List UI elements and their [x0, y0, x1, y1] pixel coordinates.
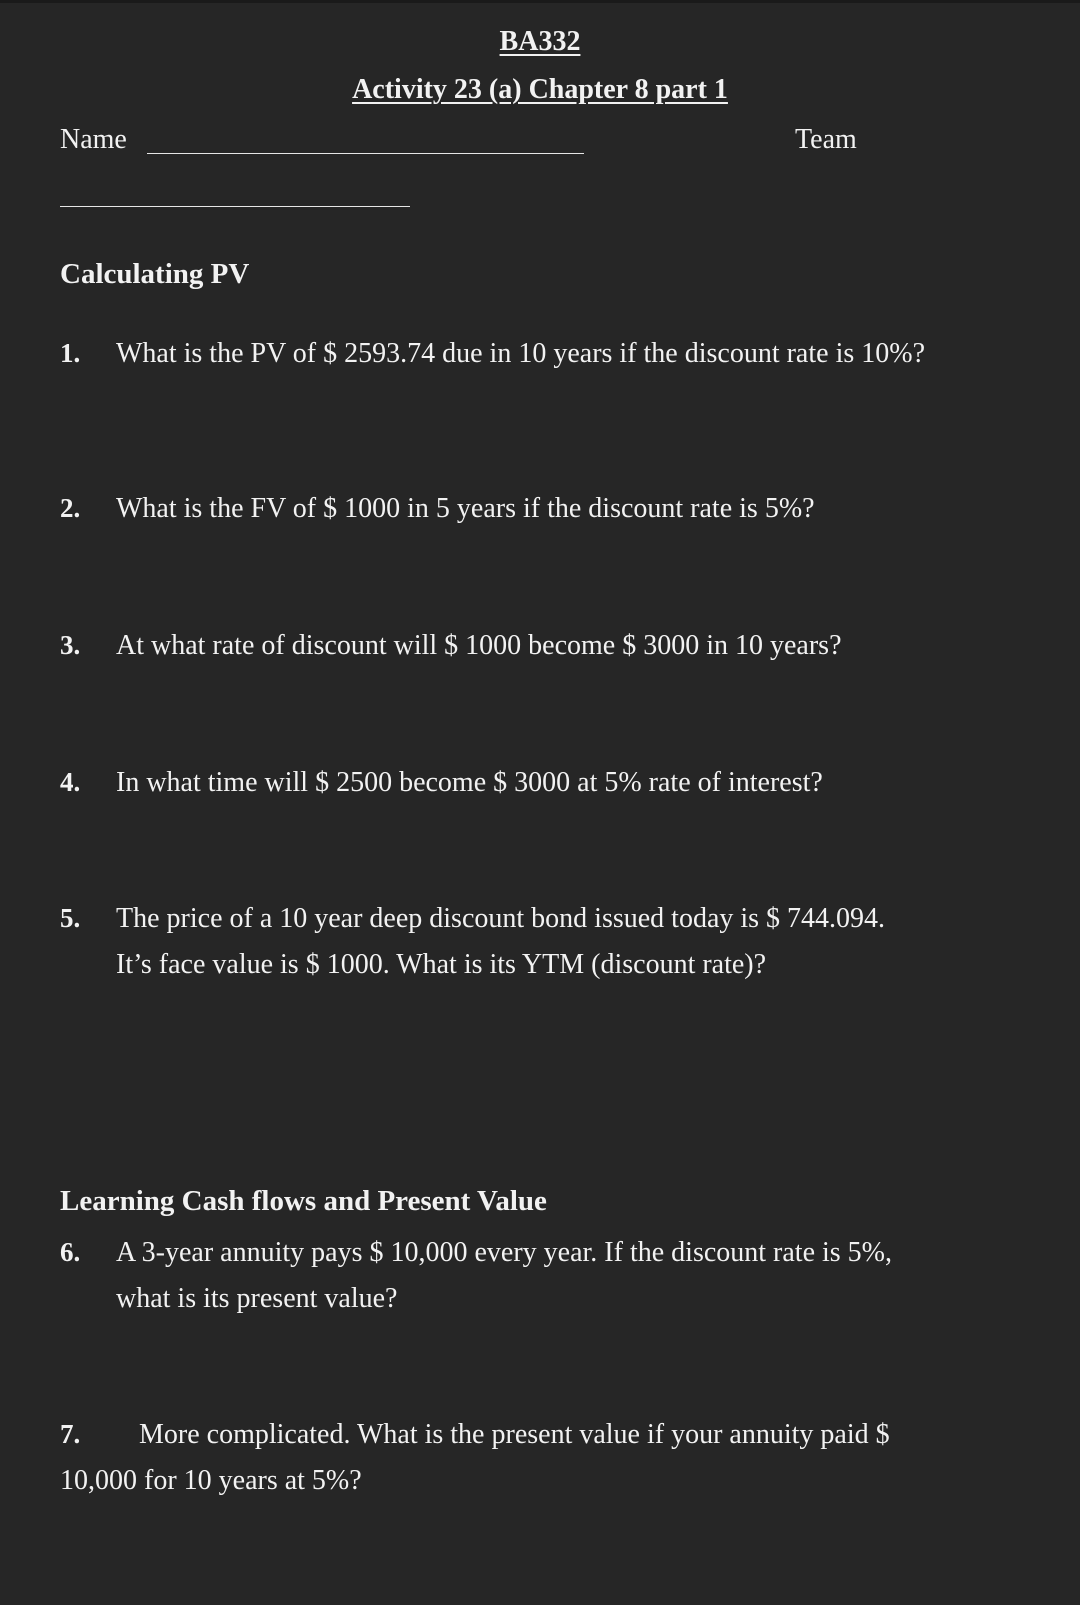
section-title-calculating-pv: Calculating PV: [60, 258, 250, 290]
question-6-line-1: A 3-year annuity pays $ 10,000 every year. If the discount rate is 5%,: [116, 1237, 893, 1268]
question-6-number: 6.: [60, 1237, 81, 1267]
course-code: BA332: [499, 26, 581, 57]
team-blank-line: [60, 206, 410, 207]
question-1-text: What is the PV of $ 2593.74 due in 10 years if the discount rate is 10%?: [116, 338, 925, 369]
question-7-line-2: 10,000 for 10 years at 5%?: [60, 1465, 362, 1496]
question-7-number: 7.: [60, 1419, 81, 1449]
question-2-number: 2.: [60, 493, 81, 523]
question-3-number: 3.: [60, 630, 81, 660]
name-label: Name: [60, 124, 127, 155]
activity-title: Activity 23 (a) Chapter 8 part 1: [352, 74, 728, 105]
question-5-line-1: The price of a 10 year deep discount bond issued today is $ 744.094.: [116, 903, 886, 934]
question-1-number: 1.: [60, 338, 81, 368]
question-4-text: In what time will $ 2500 become $ 3000 at 5% rate of interest?: [116, 767, 823, 798]
question-2-text: What is the FV of $ 1000 in 5 years if the discount rate is 5%?: [116, 493, 815, 524]
question-7-line-1: More complicated. What is the present value if your annuity paid $: [139, 1419, 890, 1450]
name-blank-line: [147, 153, 584, 154]
question-5-line-2: It’s face value is $ 1000. What is its YTM (discount rate)?: [116, 949, 767, 980]
question-6-line-2: what is its present value?: [116, 1283, 398, 1314]
section-title-cash-flows: Learning Cash flows and Present Value: [60, 1185, 547, 1217]
team-label: Team: [795, 124, 857, 155]
question-4-number: 4.: [60, 767, 81, 797]
question-5-number: 5.: [60, 903, 81, 933]
top-edge-strip: [0, 0, 1080, 3]
question-3-text: At what rate of discount will $ 1000 become $ 3000 in 10 years?: [116, 630, 842, 661]
